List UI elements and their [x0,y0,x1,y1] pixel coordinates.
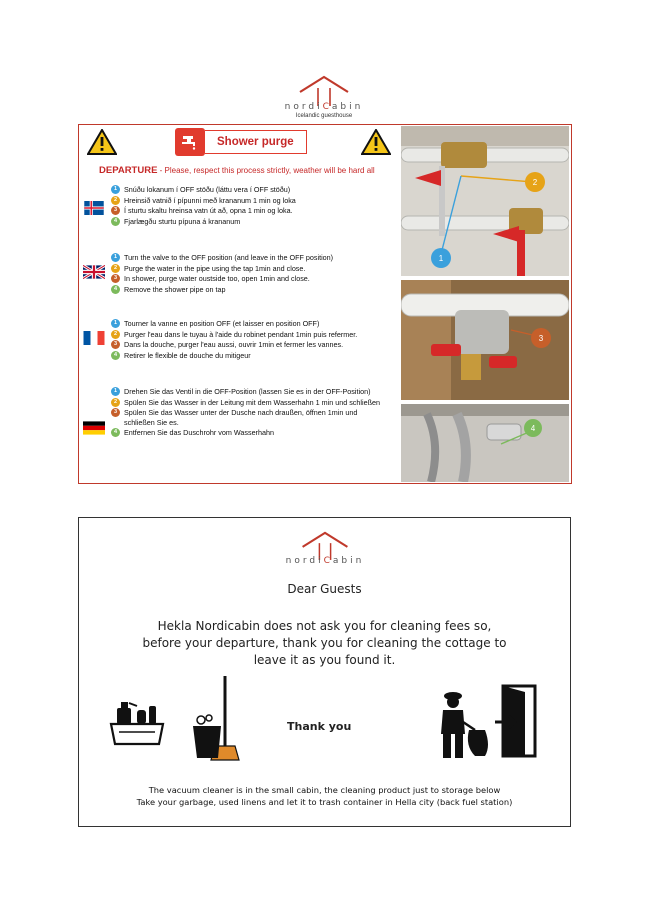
photo-marker-label: 3 [538,334,544,343]
step-item: 2 Purger l'eau dans le tuyau à l'aide du robinet pendant 1min puis refermer. [111,330,411,340]
step-item: 3 Dans la douche, purger l'eau aussi, ouvrir 1min et fermer les vannes. [111,340,411,350]
garbage-person-icon [435,690,491,760]
warning-icon [361,129,391,155]
step-item: 2 Purge the water in the pipe using the tap 1min and close. [111,264,411,274]
valve-photo-3 [401,404,569,482]
iceland-flag-icon [83,201,105,215]
shower-purge-card [78,124,572,484]
photo-marker-label: 2 [532,178,538,187]
valve-photo-2 [401,280,569,400]
step-item: 3 Í sturtu skaltu hreinsa vatn út að, opna 1 min og loka. [111,206,411,216]
thank-you-text: Thank you [287,720,352,733]
shower-purge-badge [175,128,307,156]
photo-marker-label: 4 [530,424,536,433]
warning-icon [87,129,117,155]
step-item: 2 Hreinsið vatnið í pípunni með krananum 1 min og loka [111,196,411,206]
departure-heading: DEPARTURE - Please, respect this process strictly, weather will be hard all [99,165,375,176]
card-logo [265,530,385,566]
shower-purge-title: Shower purge [205,130,307,154]
cleaning-message: Hekla Nordicabin does not ask you for cleaning fees so, before your departure, thank you for cleaning the cottage to leave it as you found it. [142,619,507,667]
step-item: 1 Tourner la vanne en position OFF (et laisser en position OFF) [111,319,411,329]
france-flag-icon [83,331,105,345]
top-logo [264,74,384,119]
steps-list [111,253,411,295]
footer-line-1: The vacuum cleaner is in the small cabin, the cleaning product just to storage below [148,785,501,795]
cleaning-card [78,517,571,827]
step-item: 4 Retirer le flexible de douche du mitigeur [111,351,411,361]
brand-name: nordiCabin [284,102,364,112]
step-item: 4 Entfernen Sie das Duschrohr vom Wasserhahn [111,428,381,438]
exit-door-icon [495,684,539,758]
cleaning-footer [79,784,570,808]
germany-flag-icon [83,421,105,435]
step-item: 3 In shower, purge water oustside too, open 1min and close. [111,274,411,284]
valve-photo-1 [401,126,569,276]
uk-flag-icon [83,265,105,279]
footer-line-2: Take your garbage, used linens and let it to trash container in Hella city (back fuel station) [136,797,513,807]
step-item: 3 Spülen Sie das Wasser unter der Dusche nach draußen, öffnen 1min und schließen Sie es. [111,408,381,427]
greeting: Dear Guests [287,582,362,596]
steps-list [111,185,411,227]
steps-list [111,319,411,361]
step-item: 4 Fjarlægðu sturtu pípuna á krananum [111,217,411,227]
mop-bucket-icon [191,676,241,762]
step-item: 2 Spülen Sie das Wasser in der Leitung mit dem Wasserhahn 1 min und schließen [111,398,381,408]
step-item: 1 Turn the valve to the OFF position (and leave in the OFF position) [111,253,411,263]
steps-list [111,387,381,439]
brand-name: nordiCabin [285,556,365,566]
cleaning-supplies-icon [107,698,167,748]
step-item: 1 Snúðu lokanum í OFF stöðu (láttu vera í OFF stöðu) [111,185,411,195]
valve-photos [401,126,571,482]
photo-marker-label: 1 [438,254,444,263]
brand-tagline: Icelandic guesthouse [295,113,353,119]
tap-icon [175,128,205,156]
step-item: 4 Remove the shower pipe on tap [111,285,411,295]
step-item: 1 Drehen Sie das Ventil in die OFF-Position (lassen Sie es in der OFF-Position) [111,387,381,397]
